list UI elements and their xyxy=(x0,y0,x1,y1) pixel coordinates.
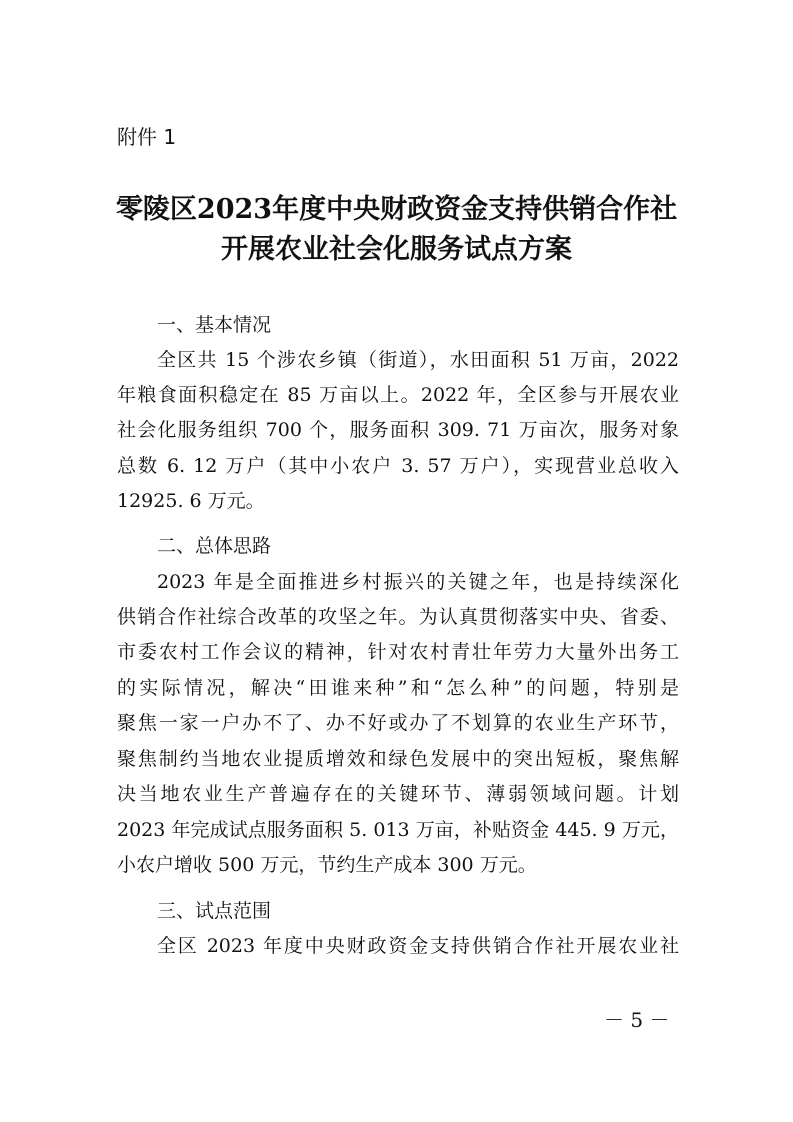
section-heading-basic-situation: 一、基本情况 xyxy=(157,314,272,336)
section-heading-overall-approach: 二、总体思路 xyxy=(157,535,272,557)
section-heading-pilot-scope: 三、试点范围 xyxy=(157,900,272,922)
paragraph-line: 供销合作社综合改革的攻坚之年。为认真贯彻落实中央、省委、 xyxy=(117,606,679,628)
paragraph-line: 年粮食面积稳定在 85 万亩以上。2022 年，全区参与开展农业 xyxy=(117,384,679,406)
document-title-line-2: 开展农业社会化服务试点方案 xyxy=(221,234,572,265)
paragraph-line: 的实际情况，解决“田谁来种”和“怎么种”的问题，特别是 xyxy=(117,677,679,699)
paragraph-line: 聚焦一家一户办不了、办不好或办了不划算的农业生产环节， xyxy=(117,712,679,734)
attachment-label: 附件 1 xyxy=(117,125,177,149)
document-title-line-1: 零陵区2023年度中央财政资金支持供销合作社 xyxy=(115,194,678,225)
paragraph-line: 聚焦制约当地农业提质增效和绿色发展中的突出短板，聚焦解 xyxy=(117,748,679,770)
page-number: － 5 － xyxy=(604,1008,670,1032)
paragraph-line: 全区共 15 个涉农乡镇（街道），水田面积 51 万亩，2022 xyxy=(157,349,679,371)
paragraph-line: 2023 年完成试点服务面积 5. 013 万亩，补贴资金 445. 9 万元， xyxy=(117,819,679,841)
paragraph-line: 社会化服务组织 700 个，服务面积 309. 71 万亩次，服务对象 xyxy=(117,419,679,441)
paragraph-line: 12925. 6 万元。 xyxy=(117,490,265,512)
paragraph-line: 市委农村工作会议的精神，针对农村青壮年劳力大量外出务工 xyxy=(117,641,679,663)
paragraph-line: 全区 2023 年度中央财政资金支持供销合作社开展农业社 xyxy=(157,935,679,957)
paragraph-line: 2023 年是全面推进乡村振兴的关键之年，也是持续深化 xyxy=(157,571,679,593)
paragraph-line: 小农户增收 500 万元，节约生产成本 300 万元。 xyxy=(117,854,537,876)
paragraph-line: 决当地农业生产普遍存在的关键环节、薄弱领域问题。计划 xyxy=(117,783,679,805)
paragraph-line: 总数 6. 12 万户（其中小农户 3. 57 万户），实现营业总收入 xyxy=(117,455,679,477)
